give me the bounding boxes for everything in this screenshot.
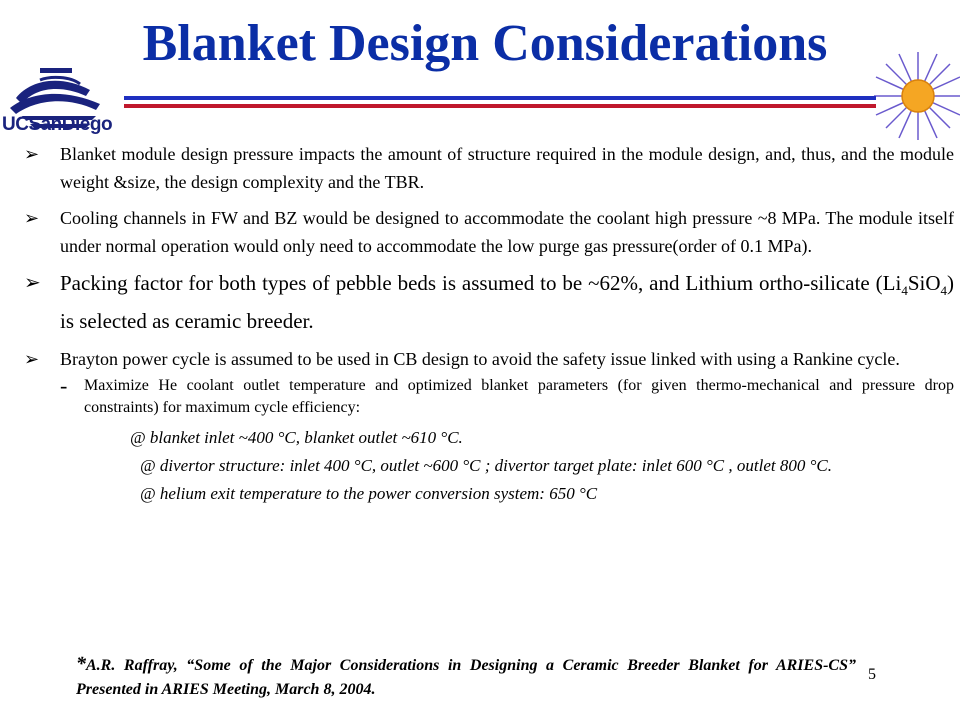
slide-title: Blanket Design Considerations (142, 15, 828, 72)
bullet-text: Packing factor for both types of pebble beds is assumed to be ~62%, and Lithium ortho-silicate $(Li_4SiO_4)$ is selected as ceramic breeder. (60, 271, 954, 334)
title-rule-red (124, 104, 876, 108)
bullet-item (24, 268, 954, 337)
sub-bullet-text: Maximize He coolant outlet temperature and optimized blanket parameters (for given thermo-mechanical and pressure drop constraints) for maximum cycle efficiency: (84, 377, 954, 417)
detail-item: @ blanket inlet ~400 °C, blanket outlet ~610 °C. (130, 428, 463, 448)
page-number: 5 (868, 666, 876, 683)
arrowhead-bullet-icon: ➢ (24, 272, 41, 294)
arrowhead-bullet-icon: ➢ (24, 144, 40, 164)
arrowhead-bullet-icon: ➢ (24, 208, 40, 228)
bullet-item (24, 345, 954, 373)
footnote-text: A.R. Raffray, “Some of the Major Considerations in Designing a Ceramic Breeder Blanket for ARIES-CS” Presented in ARIES Meeting, March 8, 2004. (76, 657, 856, 698)
sub-bullet (24, 375, 954, 419)
detail-item: @ helium exit temperature to the power conversion system: 650 °C (140, 484, 598, 504)
bullet-list (24, 140, 954, 505)
bullet-text: Blanket module design pressure impacts the amount of structure required in the module design, and, thus, and the module weight &size, the design complexity and the TBR. (60, 144, 954, 192)
dash-bullet-icon: - (60, 373, 68, 399)
detail-item: @ divertor structure: inlet 400 °C, outlet ~600 °C ; divertor target plate: inlet 600 °C , outlet 800 °C. (140, 456, 832, 476)
title-rule-blue (124, 96, 876, 100)
bullet-text: Brayton power cycle is assumed to be used in CB design to avoid the safety issue linked with using a Rankine cycle. (60, 349, 900, 370)
bullet-item (24, 204, 954, 260)
logo-text: UCSanDiego (2, 114, 113, 135)
bullet-item (24, 140, 954, 196)
footnote (76, 652, 856, 702)
footnote-star: * (76, 653, 86, 675)
sun-icon (872, 50, 960, 142)
bullet-text: Cooling channels in FW and BZ would be designed to accommodate the coolant high pressure ~8 MPa. The module itself under normal operation would only need to accommodate the low purge gas pressure(order of 0.1 MPa). (60, 208, 954, 256)
arrowhead-bullet-icon: ➢ (24, 349, 40, 370)
